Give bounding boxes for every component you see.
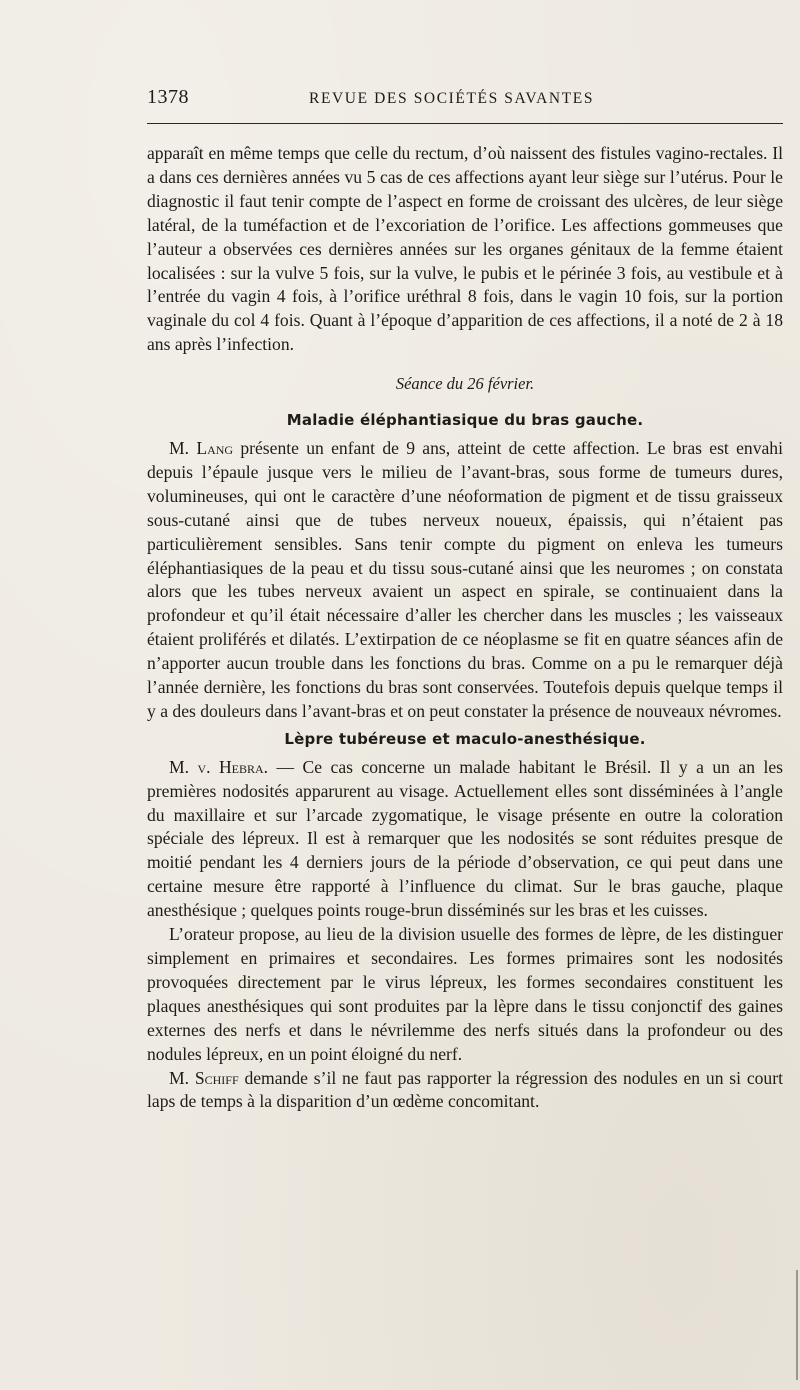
header-rule <box>147 123 783 124</box>
section-heading-leprosy: Lèpre tubéreuse et maculo-anesthésique. <box>284 729 646 748</box>
running-title: REVUE DES SOCIÉTÉS SAVANTES <box>309 90 595 107</box>
paragraph-hebra <box>147 756 783 923</box>
speaker-schiff: M. Schiff <box>169 1067 239 1088</box>
paragraph-continuation: apparaît en même temps que celle du rectum, d’où naissent des fistules vagino-rectales. Il a dans ces dernières années vu 5 cas de ces affections ayant leur siège sur l’utérus. Pour le diagnostic il faut tenir compte de l’aspect en forme de croissant des ulcères, de leur siège latéral, de la tuméfaction et de l’excoriation de l’orifice. Les affections gommeuses que l’auteur a observées ces dernières années sur les organes génitaux de la femme étaient localisées : sur la vulve 5 fois, sur la vulve, le pubis et le périnée 3 fois, au vestibule et à l’entrée du vagin 4 fois, à l’orifice uréthral 8 fois, dans le vagin 10 fois, sur la portion vaginale du col 4 fois. Quant à l’époque d’apparition de ces affections, il a noté de 2 à 18 ans après l’infection. <box>147 143 783 355</box>
paragraph-schiff-text: demande s’il ne faut pas rapporter la régression des nodules en un si court laps de temps à la disparition d’un œdème concomitant. <box>147 1067 783 1112</box>
margin-mark <box>796 1270 798 1380</box>
paragraph-hebra-text: — Ce cas concerne un malade habitant le Brésil. Il y a un an les premières nodosités apparurent au visage. Actuellement elles sont disséminées à l’angle du maxillaire et sur l’arcade zygomatique, le visage présente en outre la coloration spéciale des lépreux. Il est à remarquer que les nodosités se sont réduites presque de moitié pendant les 4 derniers jours de la période d’observation, ce qui peut dans une certaine mesure être rapporté à l’influence du climat. Sur le bras gauche, plaque anesthésique ; quelques points rouge-brun disséminés sur les bras et les cuisses. <box>147 756 783 921</box>
page-header <box>147 86 783 116</box>
section-heading-elephantiasis: Maladie éléphantiasique du bras gauche. <box>286 411 644 430</box>
paragraph-schiff <box>147 1067 783 1115</box>
paragraph-orateur: L’orateur propose, au lieu de la division usuelle des formes de lèpre, de les distinguer simplement en primaires et secondaires. Les formes primaires sont les nodosités provoquées directement par le virus lépreux, les formes secondaires constituent les plaques anesthésiques qui sont produites par la lèpre dans le tissu conjonctif des gaines externes des nerfs et dans le névrilemme des nerfs situés dans la profondeur ou des nodules lépreux, en un point éloigné du nerf. <box>147 924 783 1064</box>
page-body <box>147 142 783 1114</box>
session-date: Séance du 26 février. <box>395 374 535 394</box>
paragraph-lang-text: présente un enfant de 9 ans, atteint de cette affection. Le bras est envahi depuis l’épaule jusque vers le milieu de l’avant-bras, sous forme de tumeurs dures, volumineuses, qui ont le caractère d’une néoformation de pigment et de tissu graisseux sous-cutané ainsi que de tubes nerveux noueux, épaissis, qui n’étaient pas particulièrement sensibles. Sans tenir compte du pigment on enleva les tumeurs éléphantiasiques de la peau et du tissu sous-cutané ainsi que les neuromes ; on constata alors que les tubes nerveux avaient un aspect en spirale, se continuaient dans la profondeur et qu’il était nécessaire d’aller les chercher dans les muscles ; les vaisseaux étaient proliférés et dilatés. L’extirpation de ce néoplasme se fit en quatre séances afin de n’apporter aucun trouble dans les fonctions du bras. Comme on a pu le remarquer déjà l’année dernière, les fonctions du bras sont conservées. Toutefois depuis quelque temps il y a des douleurs dans l’avant-bras et on peut constater la présence de nouveaux névromes. <box>147 437 783 721</box>
page-number: 1378 <box>147 86 189 108</box>
paragraph-lang <box>147 437 783 724</box>
speaker-hebra: M. v. Hebra. <box>169 756 269 777</box>
speaker-lang: M. Lang <box>169 437 234 458</box>
